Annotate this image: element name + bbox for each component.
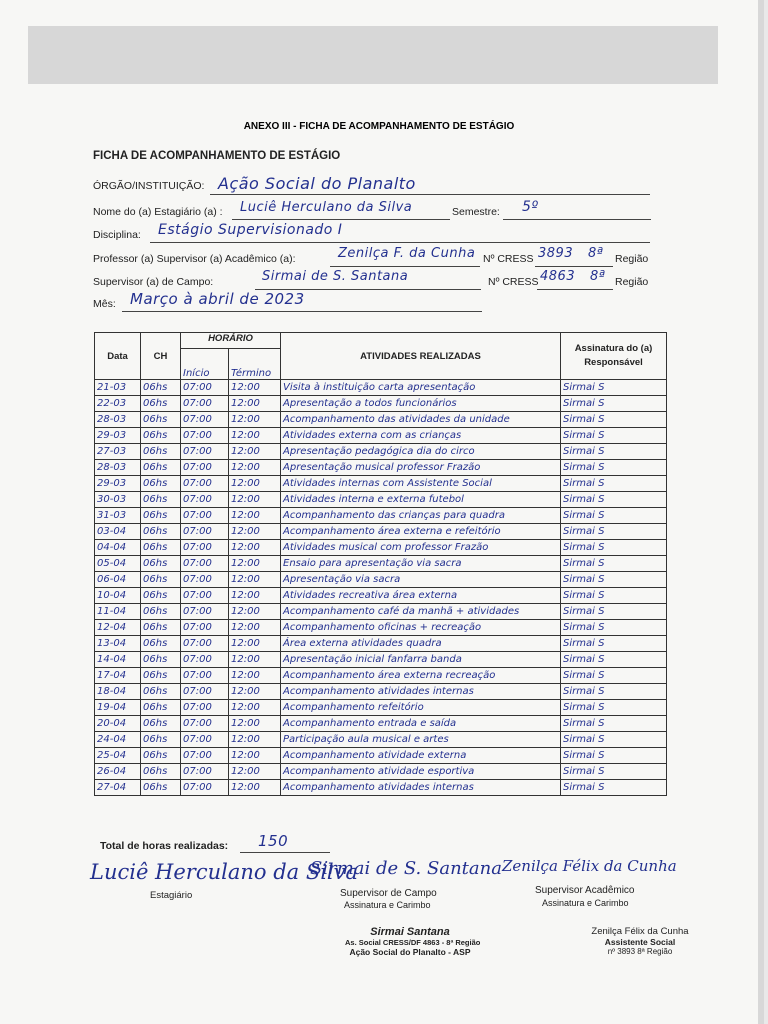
row-activity: Atividades internas com Assistente Social xyxy=(281,476,561,492)
row-activity: Atividades interna e externa futebol xyxy=(281,492,561,508)
row-signature: Sirmai S xyxy=(561,492,667,508)
row-end: 12:00 xyxy=(229,556,281,572)
row-activity: Acompanhamento atividades internas xyxy=(281,780,561,796)
table-row xyxy=(95,556,667,572)
row-activity: Acompanhamento refeitório xyxy=(281,700,561,716)
campo-subcaption: Assinatura e Carimbo xyxy=(344,900,431,910)
scan-header-shade xyxy=(28,26,718,84)
row-activity: Acompanhamento das atividades da unidade xyxy=(281,412,561,428)
row-end: 12:00 xyxy=(229,428,281,444)
table-row xyxy=(95,636,667,652)
row-date: 29-03 xyxy=(95,428,141,444)
row-ch: 06hs xyxy=(141,604,181,620)
row-end: 12:00 xyxy=(229,684,281,700)
stamp-campo-line2: As. Social CRESS/DF 4863 - 8ª Região xyxy=(345,938,481,947)
stamp-campo xyxy=(345,926,481,957)
row-start: 07:00 xyxy=(181,604,229,620)
row-activity: Acompanhamento área externa recreação xyxy=(281,668,561,684)
row-ch: 06hs xyxy=(141,540,181,556)
professor-value: Zenilça F. da Cunha xyxy=(338,246,476,261)
signature-estagiario: Luciê Herculano da Silva xyxy=(90,860,359,884)
activities-table xyxy=(94,332,667,796)
row-date: 29-03 xyxy=(95,476,141,492)
row-end: 12:00 xyxy=(229,668,281,684)
table-row xyxy=(95,604,667,620)
row-signature: Sirmai S xyxy=(561,780,667,796)
row-activity: Apresentação via sacra xyxy=(281,572,561,588)
row-end: 12:00 xyxy=(229,716,281,732)
row-ch: 06hs xyxy=(141,460,181,476)
professor-cress-value: 3893 xyxy=(538,246,574,261)
professor-label: Professor (a) Supervisor (a) Acadêmico (a): xyxy=(93,253,296,265)
row-date: 27-04 xyxy=(95,780,141,796)
disciplina-label: Disciplina: xyxy=(93,229,141,241)
row-ch: 06hs xyxy=(141,764,181,780)
row-ch: 06hs xyxy=(141,748,181,764)
row-activity: Apresentação inicial fanfarra banda xyxy=(281,652,561,668)
row-date: 19-04 xyxy=(95,700,141,716)
academico-subcaption: Assinatura e Carimbo xyxy=(542,898,629,908)
table-row xyxy=(95,428,667,444)
row-signature: Sirmai S xyxy=(561,508,667,524)
table-row xyxy=(95,780,667,796)
mes-value: Março à abril de 2023 xyxy=(130,290,305,308)
row-start: 07:00 xyxy=(181,396,229,412)
row-ch: 06hs xyxy=(141,700,181,716)
row-end: 12:00 xyxy=(229,476,281,492)
row-date: 20-04 xyxy=(95,716,141,732)
row-ch: 06hs xyxy=(141,380,181,396)
table-row xyxy=(95,652,667,668)
row-activity: Participação aula musical e artes xyxy=(281,732,561,748)
row-date: 21-03 xyxy=(95,380,141,396)
row-date: 30-03 xyxy=(95,492,141,508)
row-ch: 06hs xyxy=(141,636,181,652)
row-ch: 06hs xyxy=(141,684,181,700)
row-end: 12:00 xyxy=(229,492,281,508)
row-activity: Acompanhamento oficinas + recreação xyxy=(281,620,561,636)
disciplina-value: Estágio Supervisionado I xyxy=(158,222,343,238)
table-row xyxy=(95,460,667,476)
row-date: 12-04 xyxy=(95,620,141,636)
row-signature: Sirmai S xyxy=(561,620,667,636)
row-end: 12:00 xyxy=(229,732,281,748)
row-activity: Acompanhamento entrada e saída xyxy=(281,716,561,732)
campo-value: Sirmai de S. Santana xyxy=(262,269,409,284)
row-activity: Atividades externa com as crianças xyxy=(281,428,561,444)
row-ch: 06hs xyxy=(141,492,181,508)
row-start: 07:00 xyxy=(181,764,229,780)
row-date: 06-04 xyxy=(95,572,141,588)
row-date: 25-04 xyxy=(95,748,141,764)
semestre-underline xyxy=(503,219,651,220)
campo-caption: Supervisor de Campo xyxy=(340,888,437,899)
row-end: 12:00 xyxy=(229,588,281,604)
mes-label: Mês: xyxy=(93,298,116,310)
row-date: 14-04 xyxy=(95,652,141,668)
row-ch: 06hs xyxy=(141,572,181,588)
table-row xyxy=(95,588,667,604)
orgao-label: ÓRGÃO/INSTITUIÇÃO: xyxy=(93,180,205,192)
table-row xyxy=(95,700,667,716)
table-row xyxy=(95,572,667,588)
row-start: 07:00 xyxy=(181,540,229,556)
row-end: 12:00 xyxy=(229,460,281,476)
table-row xyxy=(95,412,667,428)
row-ch: 06hs xyxy=(141,524,181,540)
row-activity: Visita à instituição carta apresentação xyxy=(281,380,561,396)
total-value: 150 xyxy=(258,832,289,850)
row-end: 12:00 xyxy=(229,780,281,796)
mes-underline xyxy=(122,311,482,312)
table-row xyxy=(95,668,667,684)
row-date: 28-03 xyxy=(95,412,141,428)
signature-academico: Zenilça Félix da Cunha xyxy=(502,857,677,875)
row-ch: 06hs xyxy=(141,620,181,636)
row-date: 13-04 xyxy=(95,636,141,652)
estagiario-underline xyxy=(232,219,450,220)
table-row xyxy=(95,764,667,780)
professor-regiao-value: 8ª xyxy=(588,246,604,261)
row-activity: Apresentação a todos funcionários xyxy=(281,396,561,412)
row-date: 26-04 xyxy=(95,764,141,780)
estagiario-label: Nome do (a) Estagiário (a) : xyxy=(93,206,223,218)
stamp-campo-name: Sirmai Santana xyxy=(370,926,450,938)
row-signature: Sirmai S xyxy=(561,684,667,700)
row-signature: Sirmai S xyxy=(561,716,667,732)
row-start: 07:00 xyxy=(181,700,229,716)
row-date: 05-04 xyxy=(95,556,141,572)
row-start: 07:00 xyxy=(181,412,229,428)
orgao-underline xyxy=(210,194,650,195)
row-start: 07:00 xyxy=(181,620,229,636)
row-signature: Sirmai S xyxy=(561,668,667,684)
row-date: 11-04 xyxy=(95,604,141,620)
row-signature: Sirmai S xyxy=(561,748,667,764)
row-signature: Sirmai S xyxy=(561,380,667,396)
campo-label: Supervisor (a) de Campo: xyxy=(93,276,214,288)
row-start: 07:00 xyxy=(181,508,229,524)
table-row xyxy=(95,492,667,508)
row-activity: Acompanhamento atividade esportiva xyxy=(281,764,561,780)
orgao-value: Ação Social do Planalto xyxy=(218,174,416,193)
row-activity: Acompanhamento atividade externa xyxy=(281,748,561,764)
campo-cress-underline xyxy=(537,289,613,290)
professor-cress-label: Nº CRESS xyxy=(483,253,534,265)
row-start: 07:00 xyxy=(181,428,229,444)
row-date: 18-04 xyxy=(95,684,141,700)
semestre-label: Semestre: xyxy=(452,206,500,218)
row-start: 07:00 xyxy=(181,572,229,588)
row-date: 10-04 xyxy=(95,588,141,604)
stamp-academico-line2: Assistente Social xyxy=(604,937,676,947)
table-row xyxy=(95,732,667,748)
row-activity: Apresentação musical professor Frazão xyxy=(281,460,561,476)
row-end: 12:00 xyxy=(229,412,281,428)
row-signature: Sirmai S xyxy=(561,732,667,748)
row-end: 12:00 xyxy=(229,508,281,524)
total-underline xyxy=(240,852,330,853)
row-date: 03-04 xyxy=(95,524,141,540)
professor-underline xyxy=(330,266,480,267)
row-start: 07:00 xyxy=(181,652,229,668)
header-termino: Término xyxy=(229,349,281,380)
row-end: 12:00 xyxy=(229,700,281,716)
table-row xyxy=(95,476,667,492)
row-signature: Sirmai S xyxy=(561,396,667,412)
row-start: 07:00 xyxy=(181,524,229,540)
professor-cress-underline xyxy=(535,266,613,267)
campo-regiao-value: 8ª xyxy=(590,269,606,284)
row-date: 22-03 xyxy=(95,396,141,412)
row-end: 12:00 xyxy=(229,444,281,460)
row-end: 12:00 xyxy=(229,524,281,540)
row-ch: 06hs xyxy=(141,396,181,412)
row-end: 12:00 xyxy=(229,396,281,412)
estagiario-caption: Estagiário xyxy=(150,890,193,901)
row-date: 28-03 xyxy=(95,460,141,476)
row-start: 07:00 xyxy=(181,668,229,684)
header-atividades: ATIVIDADES REALIZADAS xyxy=(281,333,561,380)
header-data: Data xyxy=(95,333,141,380)
professor-regiao-label: Região xyxy=(615,253,649,265)
stamp-academico-name: Zenilça Félix da Cunha xyxy=(591,926,689,937)
row-date: 17-04 xyxy=(95,668,141,684)
row-start: 07:00 xyxy=(181,636,229,652)
row-ch: 06hs xyxy=(141,428,181,444)
row-start: 07:00 xyxy=(181,732,229,748)
row-start: 07:00 xyxy=(181,748,229,764)
row-start: 07:00 xyxy=(181,460,229,476)
stamp-campo-line3: Ação Social do Planalto - ASP xyxy=(349,947,471,957)
header-ch: CH xyxy=(141,333,181,380)
disciplina-underline xyxy=(150,242,650,243)
row-activity: Ensaio para apresentação via sacra xyxy=(281,556,561,572)
header-assinatura: Assinatura do (a) Responsável xyxy=(561,333,667,380)
row-end: 12:00 xyxy=(229,604,281,620)
stamp-academico xyxy=(580,926,700,956)
signature-campo: Sirmai de S. Santana xyxy=(310,858,502,879)
header-horario: HORÁRIO xyxy=(181,333,281,349)
row-end: 12:00 xyxy=(229,636,281,652)
row-activity: Atividades recreativa área externa xyxy=(281,588,561,604)
row-start: 07:00 xyxy=(181,476,229,492)
row-start: 07:00 xyxy=(181,492,229,508)
row-signature: Sirmai S xyxy=(561,428,667,444)
row-date: 27-03 xyxy=(95,444,141,460)
total-label: Total de horas realizadas: xyxy=(100,840,229,852)
row-ch: 06hs xyxy=(141,444,181,460)
row-ch: 06hs xyxy=(141,588,181,604)
row-activity: Acompanhamento atividades internas xyxy=(281,684,561,700)
row-activity: Acompanhamento café da manhã + atividades xyxy=(281,604,561,620)
table-row xyxy=(95,684,667,700)
row-signature: Sirmai S xyxy=(561,604,667,620)
campo-regiao-label: Região xyxy=(615,276,649,288)
table-row xyxy=(95,396,667,412)
table-row xyxy=(95,444,667,460)
row-ch: 06hs xyxy=(141,668,181,684)
row-ch: 06hs xyxy=(141,556,181,572)
row-end: 12:00 xyxy=(229,652,281,668)
row-date: 31-03 xyxy=(95,508,141,524)
row-start: 07:00 xyxy=(181,684,229,700)
table-row xyxy=(95,540,667,556)
row-signature: Sirmai S xyxy=(561,524,667,540)
row-signature: Sirmai S xyxy=(561,652,667,668)
table-row xyxy=(95,508,667,524)
row-signature: Sirmai S xyxy=(561,460,667,476)
table-row xyxy=(95,716,667,732)
row-date: 24-04 xyxy=(95,732,141,748)
row-activity: Acompanhamento das crianças para quadra xyxy=(281,508,561,524)
row-end: 12:00 xyxy=(229,540,281,556)
campo-cress-label: Nº CRESS xyxy=(488,276,539,288)
row-start: 07:00 xyxy=(181,588,229,604)
row-end: 12:00 xyxy=(229,764,281,780)
row-signature: Sirmai S xyxy=(561,764,667,780)
row-signature: Sirmai S xyxy=(561,700,667,716)
row-start: 07:00 xyxy=(181,716,229,732)
row-signature: Sirmai S xyxy=(561,540,667,556)
row-ch: 06hs xyxy=(141,652,181,668)
row-start: 07:00 xyxy=(181,380,229,396)
annex-title: ANEXO III - FICHA DE ACOMPANHAMENTO DE ESTÁGIO xyxy=(243,121,515,132)
row-start: 07:00 xyxy=(181,444,229,460)
table-row xyxy=(95,380,667,396)
row-activity: Acompanhamento área externa e refeitório xyxy=(281,524,561,540)
row-end: 12:00 xyxy=(229,620,281,636)
row-ch: 06hs xyxy=(141,412,181,428)
row-ch: 06hs xyxy=(141,508,181,524)
estagiario-value: Luciê Herculano da Silva xyxy=(240,200,413,215)
row-signature: Sirmai S xyxy=(561,444,667,460)
row-end: 12:00 xyxy=(229,748,281,764)
header-inicio: Início xyxy=(181,349,229,380)
row-signature: Sirmai S xyxy=(561,412,667,428)
row-activity: Apresentação pedagógica dia do circo xyxy=(281,444,561,460)
form-title: FICHA DE ACOMPANHAMENTO DE ESTÁGIO xyxy=(93,150,341,162)
semestre-value: 5º xyxy=(522,199,539,215)
row-signature: Sirmai S xyxy=(561,476,667,492)
campo-cress-value: 4863 xyxy=(540,269,576,284)
row-ch: 06hs xyxy=(141,476,181,492)
row-ch: 06hs xyxy=(141,716,181,732)
row-date: 04-04 xyxy=(95,540,141,556)
row-start: 07:00 xyxy=(181,780,229,796)
stamp-academico-line3: nº 3893 8ª Região xyxy=(607,947,673,956)
row-activity: Atividades musical com professor Frazão xyxy=(281,540,561,556)
row-signature: Sirmai S xyxy=(561,556,667,572)
row-start: 07:00 xyxy=(181,556,229,572)
table-row xyxy=(95,524,667,540)
row-end: 12:00 xyxy=(229,572,281,588)
row-ch: 06hs xyxy=(141,732,181,748)
row-signature: Sirmai S xyxy=(561,588,667,604)
row-ch: 06hs xyxy=(141,780,181,796)
row-signature: Sirmai S xyxy=(561,572,667,588)
table-row xyxy=(95,620,667,636)
row-activity: Área externa atividades quadra xyxy=(281,636,561,652)
row-end: 12:00 xyxy=(229,380,281,396)
table-row xyxy=(95,748,667,764)
row-signature: Sirmai S xyxy=(561,636,667,652)
academico-caption: Supervisor Acadêmico xyxy=(535,885,635,896)
